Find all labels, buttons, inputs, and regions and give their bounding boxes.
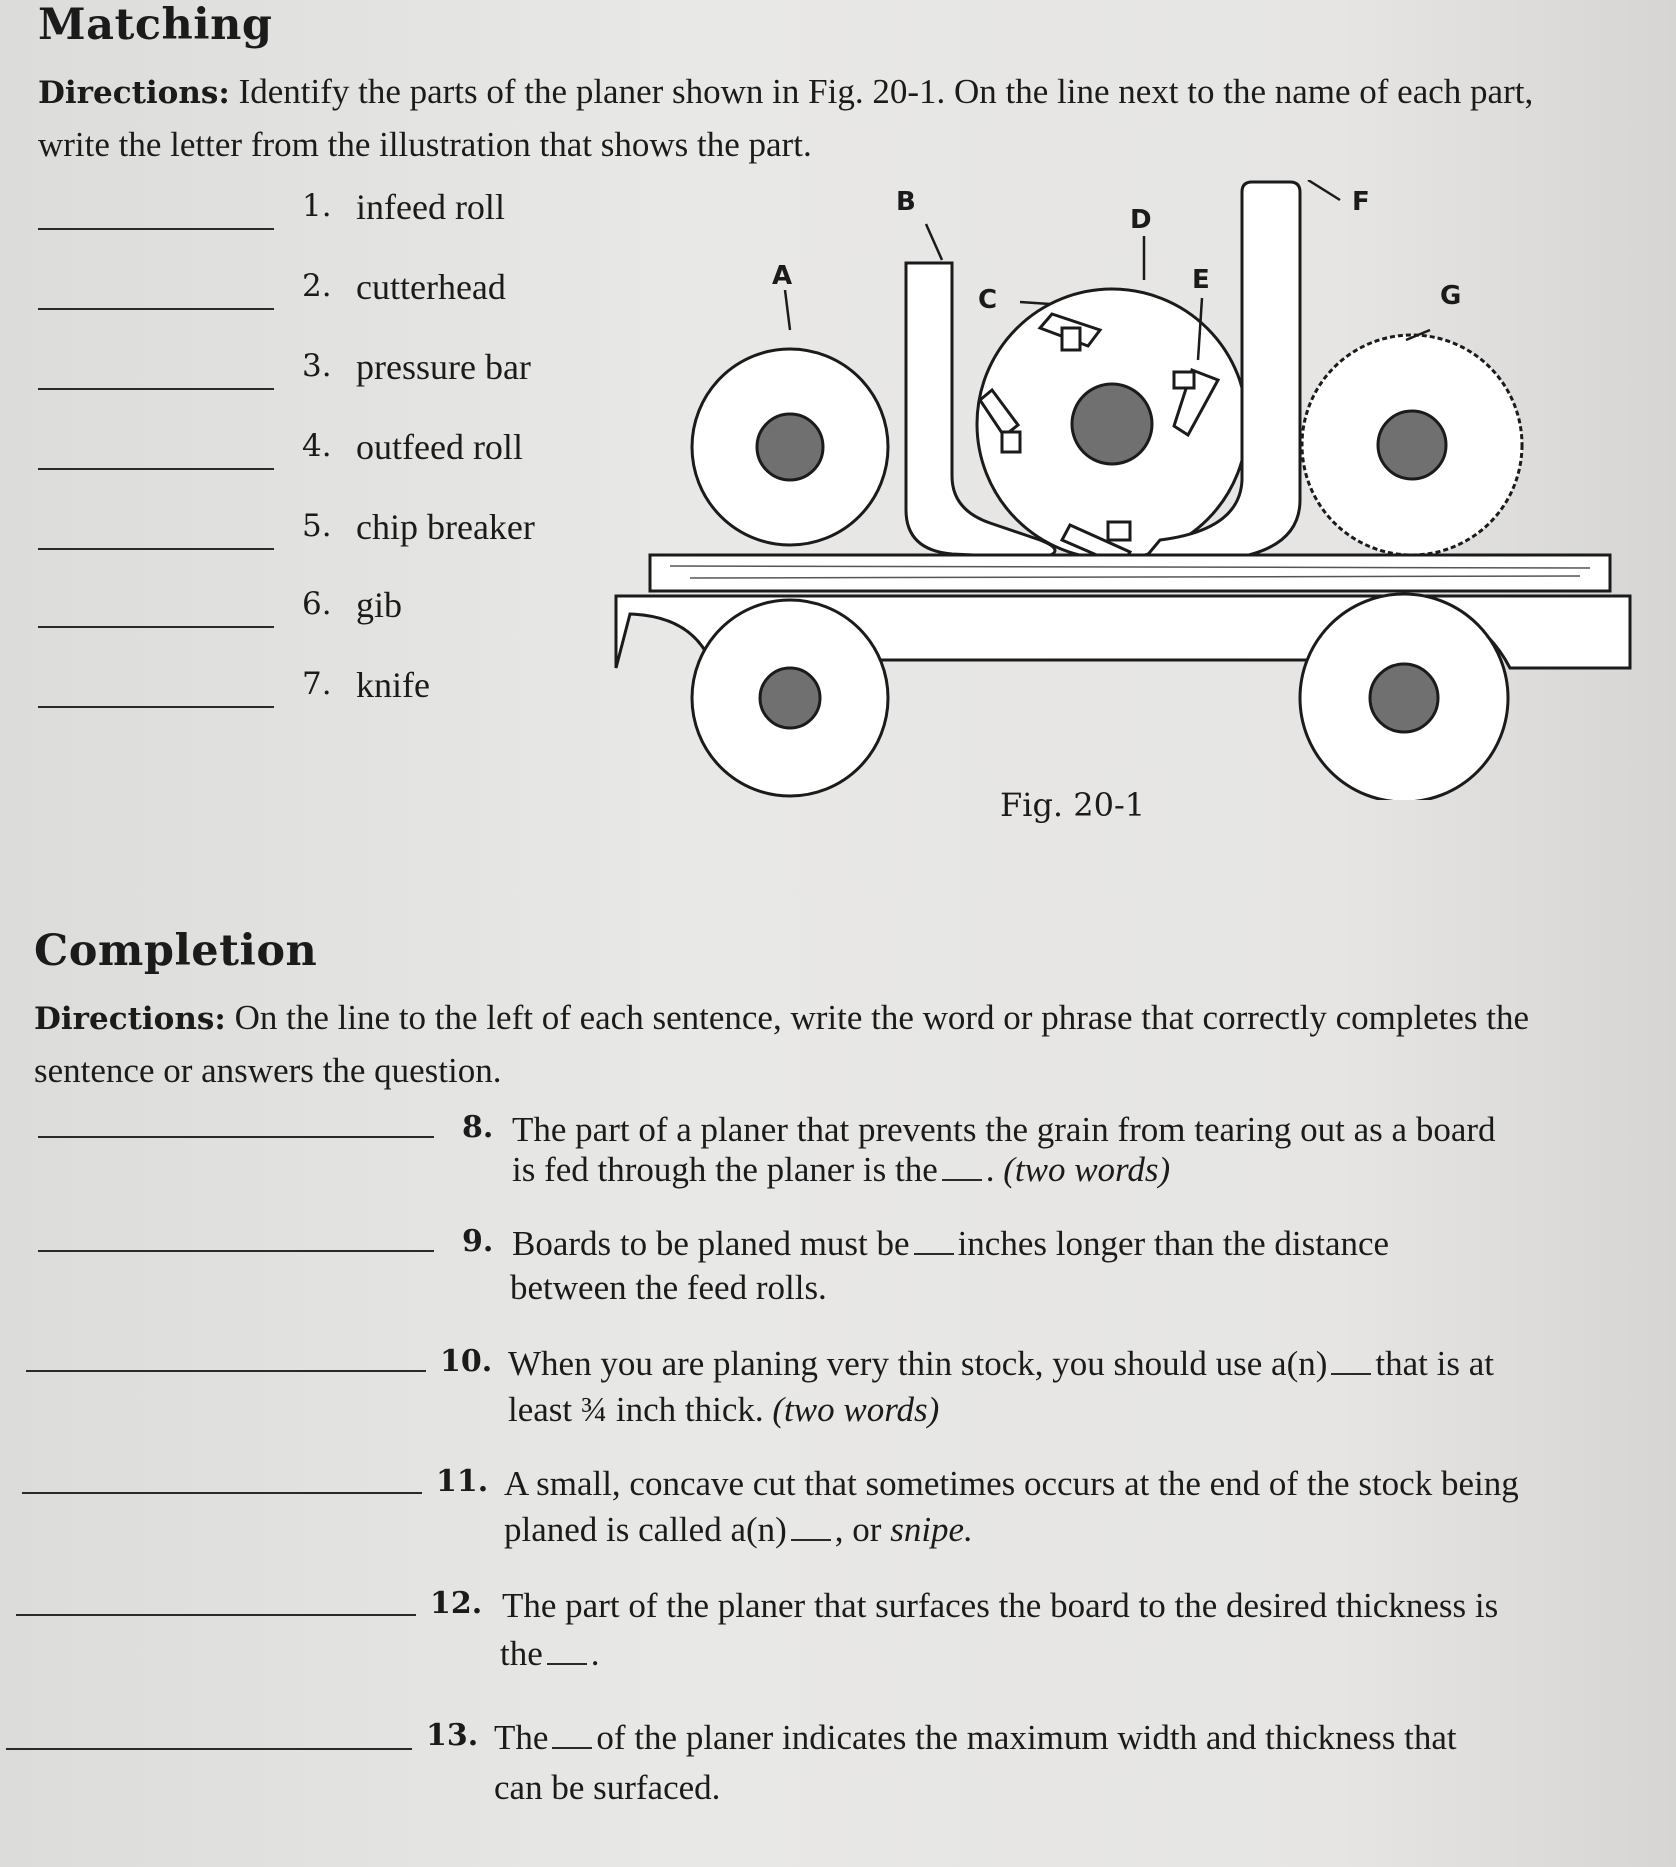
inline-blank [942, 1178, 982, 1181]
label-d: D [1130, 205, 1152, 235]
item-line1: The part of a planer that prevents the grain from tearing out as a board [512, 1110, 1496, 1149]
answer-line[interactable] [38, 1250, 434, 1252]
label-e: E [1192, 265, 1210, 295]
completion-heading: Completion [34, 926, 318, 976]
gib [1002, 432, 1020, 452]
completion-directions-text: On the line to the left of each sentence, write the word or phrase that correctly completes the sentence or answers the question. [34, 998, 1530, 1090]
item-line2: can be surfaced. [494, 1768, 721, 1807]
item-line1: When you are planing very thin stock, you should use a(n) that is at [508, 1344, 1494, 1383]
outfeed-roll-axle [1378, 411, 1446, 479]
answer-line[interactable] [26, 1370, 426, 1372]
item-line2: planed is called a(n) , or snipe. [504, 1510, 973, 1549]
inline-blank [914, 1252, 954, 1255]
answer-line[interactable] [38, 388, 274, 390]
answer-line[interactable] [38, 1136, 434, 1138]
planer-diagram [600, 180, 1640, 800]
item-number: 8. [462, 1110, 494, 1145]
bed-roll-axle [1370, 664, 1438, 732]
figure-caption: Fig. 20-1 [1000, 786, 1146, 824]
item-number: 2. [302, 268, 332, 304]
item-number: 4. [302, 428, 332, 464]
completion-directions [34, 992, 1594, 1097]
item-text: pressure bar [356, 347, 531, 387]
inline-blank [547, 1662, 587, 1665]
item-number: 13. [426, 1718, 479, 1753]
answer-line[interactable] [6, 1748, 412, 1750]
item-number: 10. [440, 1344, 493, 1379]
item-line2: least ¾ inch thick. (two words) [508, 1390, 940, 1429]
gib [1174, 372, 1194, 388]
answer-line[interactable] [38, 548, 274, 550]
inline-blank [1331, 1372, 1371, 1375]
item-number: 9. [462, 1224, 494, 1259]
item-line1: A small, concave cut that sometimes occurs at the end of the stock being [504, 1464, 1519, 1503]
item-number: 11. [436, 1464, 489, 1499]
item-text: knife [356, 665, 430, 705]
item-number: 3. [302, 348, 332, 384]
item-number: 6. [302, 586, 332, 622]
item-text: infeed roll [356, 187, 505, 227]
item-line2: is fed through the planer is the . (two words) [512, 1150, 1171, 1189]
matching-heading: Matching [38, 0, 273, 50]
item-text: outfeed roll [356, 427, 523, 467]
label-g: G [1440, 281, 1462, 311]
completion-directions-label: Directions: [34, 1001, 226, 1037]
board [650, 555, 1610, 591]
item-line1: The part of the planer that surfaces the board to the desired thickness is [502, 1586, 1499, 1625]
matching-directions-label: Directions: [38, 75, 230, 111]
label-f: F [1352, 187, 1370, 217]
gib [1108, 522, 1130, 540]
inline-blank [552, 1746, 592, 1749]
item-text: chip breaker [356, 507, 535, 547]
item-number: 1. [302, 188, 332, 224]
inline-blank [791, 1538, 831, 1541]
cutterhead-axle [1072, 384, 1152, 464]
gib [1062, 328, 1080, 350]
answer-line[interactable] [38, 706, 274, 708]
item-line1: Boards to be planed must be inches longer than the distance [512, 1224, 1390, 1263]
matching-directions-text: Identify the parts of the planer shown in Fig. 20-1. On the line next to the name of each part, write the letter from the illustration that shows the part. [38, 72, 1534, 164]
answer-line[interactable] [22, 1492, 422, 1494]
item-number: 7. [302, 666, 332, 702]
item-text: gib [356, 585, 403, 625]
label-a: A [772, 261, 793, 291]
answer-line[interactable] [38, 308, 274, 310]
item-line1: The of the planer indicates the maximum width and thickness that [494, 1718, 1457, 1757]
answer-line[interactable] [38, 468, 274, 470]
item-number: 12. [430, 1586, 483, 1621]
item-line2: the . [500, 1634, 600, 1673]
bed-roll-axle [760, 668, 820, 728]
matching-directions [38, 66, 1598, 171]
item-text: cutterhead [356, 267, 506, 307]
label-c: C [978, 285, 998, 315]
answer-line[interactable] [16, 1614, 416, 1616]
item-number: 5. [302, 508, 332, 544]
infeed-roll-axle [757, 414, 823, 480]
answer-line[interactable] [38, 228, 274, 230]
answer-line[interactable] [38, 626, 274, 628]
item-line2: between the feed rolls. [510, 1268, 827, 1307]
label-b: B [896, 187, 916, 217]
